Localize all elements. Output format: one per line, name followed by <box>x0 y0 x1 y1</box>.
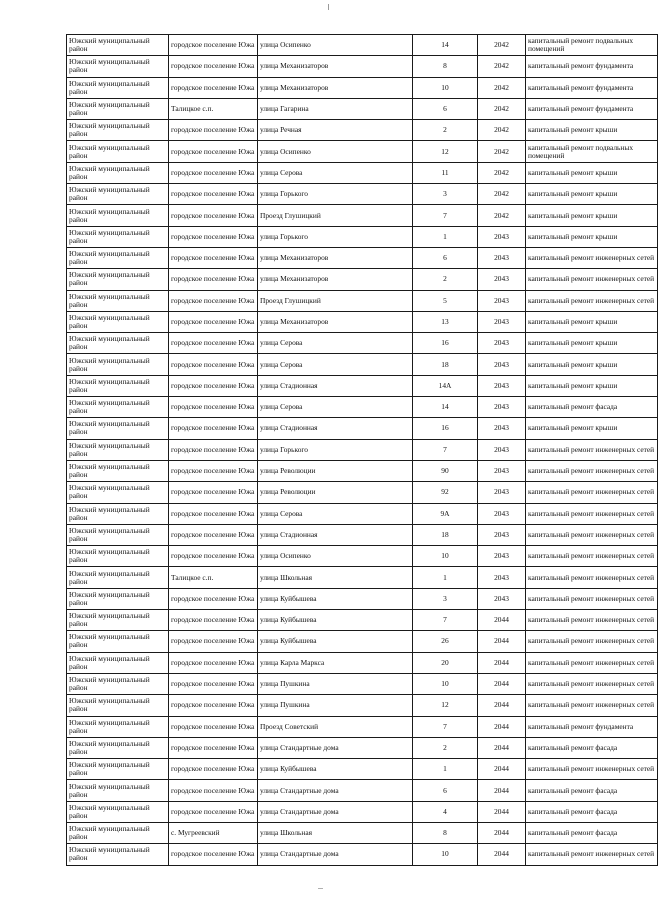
street-cell: Проезд Глушицкий <box>258 205 413 226</box>
work-type-cell: капитальный ремонт крыши <box>526 162 658 183</box>
year-cell: 2043 <box>478 375 526 396</box>
year-cell: 2042 <box>478 184 526 205</box>
scan-mark <box>318 888 323 889</box>
work-type-cell: капитальный ремонт фасада <box>526 822 658 843</box>
street-cell: улица Стандартные дома <box>258 780 413 801</box>
municipality-cell: Южский муниципальный район <box>67 375 169 396</box>
street-cell: улица Серова <box>258 397 413 418</box>
settlement-cell: городское поселение Южа <box>169 631 258 652</box>
settlement-cell: городское поселение Южа <box>169 482 258 503</box>
settlement-cell: городское поселение Южа <box>169 397 258 418</box>
street-cell: Проезд Глушицкий <box>258 290 413 311</box>
table-row <box>67 759 658 780</box>
table-row <box>67 631 658 652</box>
settlement-cell: городское поселение Южа <box>169 439 258 460</box>
street-cell: улица Стадионная <box>258 418 413 439</box>
municipality-cell: Южский муниципальный район <box>67 120 169 141</box>
work-type-cell: капитальный ремонт инженерных сетей <box>526 588 658 609</box>
street-cell: улица Механизаторов <box>258 56 413 77</box>
table-row <box>67 546 658 567</box>
settlement-cell: городское поселение Южа <box>169 716 258 737</box>
house-number-cell: 1 <box>413 226 478 247</box>
municipality-cell: Южский муниципальный район <box>67 567 169 588</box>
settlement-cell: городское поселение Южа <box>169 141 258 162</box>
table-row <box>67 375 658 396</box>
work-type-cell: капитальный ремонт инженерных сетей <box>526 610 658 631</box>
settlement-cell: городское поселение Южа <box>169 375 258 396</box>
municipality-cell: Южский муниципальный район <box>67 333 169 354</box>
municipality-cell: Южский муниципальный район <box>67 439 169 460</box>
house-number-cell: 6 <box>413 780 478 801</box>
table-row <box>67 844 658 865</box>
municipality-cell: Южский муниципальный район <box>67 822 169 843</box>
street-cell: улица Осипенко <box>258 141 413 162</box>
work-type-cell: капитальный ремонт подвальных помещений <box>526 35 658 56</box>
work-type-cell: капитальный ремонт подвальных помещений <box>526 141 658 162</box>
year-cell: 2044 <box>478 610 526 631</box>
house-number-cell: 10 <box>413 77 478 98</box>
street-cell: улица Горького <box>258 439 413 460</box>
table-row <box>67 482 658 503</box>
house-number-cell: 12 <box>413 141 478 162</box>
municipality-cell: Южский муниципальный район <box>67 844 169 865</box>
work-type-cell: капитальный ремонт инженерных сетей <box>526 439 658 460</box>
house-number-cell: 8 <box>413 56 478 77</box>
street-cell: улица Стадионная <box>258 524 413 545</box>
year-cell: 2044 <box>478 844 526 865</box>
year-cell: 2044 <box>478 673 526 694</box>
street-cell: улица Школьная <box>258 567 413 588</box>
table-row <box>67 780 658 801</box>
street-cell: улица Горького <box>258 226 413 247</box>
house-number-cell: 18 <box>413 354 478 375</box>
year-cell: 2043 <box>478 354 526 375</box>
year-cell: 2043 <box>478 567 526 588</box>
year-cell: 2044 <box>478 801 526 822</box>
work-type-cell: капитальный ремонт инженерных сетей <box>526 290 658 311</box>
settlement-cell: городское поселение Южа <box>169 290 258 311</box>
table-row <box>67 716 658 737</box>
settlement-cell: городское поселение Южа <box>169 162 258 183</box>
house-number-cell: 6 <box>413 247 478 268</box>
year-cell: 2043 <box>478 503 526 524</box>
house-number-cell: 2 <box>413 120 478 141</box>
work-type-cell: капитальный ремонт крыши <box>526 333 658 354</box>
year-cell: 2042 <box>478 56 526 77</box>
municipality-cell: Южский муниципальный район <box>67 184 169 205</box>
house-number-cell: 10 <box>413 546 478 567</box>
work-type-cell: капитальный ремонт инженерных сетей <box>526 652 658 673</box>
work-type-cell: капитальный ремонт инженерных сетей <box>526 503 658 524</box>
municipality-cell: Южский муниципальный район <box>67 610 169 631</box>
year-cell: 2044 <box>478 716 526 737</box>
house-number-cell: 4 <box>413 801 478 822</box>
table-body <box>67 35 658 866</box>
work-type-cell: капитальный ремонт инженерных сетей <box>526 482 658 503</box>
street-cell: улица Механизаторов <box>258 269 413 290</box>
year-cell: 2043 <box>478 460 526 481</box>
house-number-cell: 8 <box>413 822 478 843</box>
year-cell: 2044 <box>478 631 526 652</box>
year-cell: 2043 <box>478 588 526 609</box>
settlement-cell: городское поселение Южа <box>169 247 258 268</box>
house-number-cell: 20 <box>413 652 478 673</box>
street-cell: улица Пушкина <box>258 695 413 716</box>
work-type-cell: капитальный ремонт крыши <box>526 375 658 396</box>
municipality-cell: Южский муниципальный район <box>67 759 169 780</box>
work-type-cell: капитальный ремонт инженерных сетей <box>526 567 658 588</box>
year-cell: 2042 <box>478 35 526 56</box>
work-type-cell: капитальный ремонт крыши <box>526 354 658 375</box>
table-row <box>67 801 658 822</box>
street-cell: улица Речная <box>258 120 413 141</box>
house-number-cell: 1 <box>413 759 478 780</box>
year-cell: 2044 <box>478 822 526 843</box>
street-cell: улица Куйбышева <box>258 631 413 652</box>
street-cell: улица Механизаторов <box>258 77 413 98</box>
street-cell: улица Стадионная <box>258 375 413 396</box>
table-row <box>67 77 658 98</box>
house-number-cell: 26 <box>413 631 478 652</box>
settlement-cell: городское поселение Южа <box>169 460 258 481</box>
work-type-cell: капитальный ремонт инженерных сетей <box>526 673 658 694</box>
settlement-cell: городское поселение Южа <box>169 801 258 822</box>
year-cell: 2043 <box>478 546 526 567</box>
municipality-cell: Южский муниципальный район <box>67 247 169 268</box>
municipality-cell: Южский муниципальный район <box>67 695 169 716</box>
work-type-cell: капитальный ремонт фундамента <box>526 77 658 98</box>
municipality-cell: Южский муниципальный район <box>67 460 169 481</box>
house-number-cell: 7 <box>413 610 478 631</box>
settlement-cell: городское поселение Южа <box>169 269 258 290</box>
work-type-cell: капитальный ремонт фасада <box>526 801 658 822</box>
table-row <box>67 524 658 545</box>
year-cell: 2044 <box>478 652 526 673</box>
year-cell: 2043 <box>478 524 526 545</box>
house-number-cell: 10 <box>413 673 478 694</box>
street-cell: улица Механизаторов <box>258 311 413 332</box>
street-cell: улица Горького <box>258 184 413 205</box>
settlement-cell: Талицкое с.п. <box>169 98 258 119</box>
street-cell: улица Стандартные дома <box>258 737 413 758</box>
settlement-cell: городское поселение Южа <box>169 780 258 801</box>
municipality-cell: Южский муниципальный район <box>67 482 169 503</box>
street-cell: улица Серова <box>258 162 413 183</box>
work-type-cell: капитальный ремонт инженерных сетей <box>526 524 658 545</box>
house-number-cell: 12 <box>413 695 478 716</box>
scan-mark <box>328 4 329 10</box>
work-type-cell: капитальный ремонт фасада <box>526 397 658 418</box>
year-cell: 2044 <box>478 759 526 780</box>
settlement-cell: городское поселение Южа <box>169 205 258 226</box>
settlement-cell: с. Мугреевский <box>169 822 258 843</box>
work-type-cell: капитальный ремонт крыши <box>526 184 658 205</box>
work-type-cell: капитальный ремонт крыши <box>526 311 658 332</box>
municipality-cell: Южский муниципальный район <box>67 354 169 375</box>
repair-schedule-table <box>66 34 658 866</box>
settlement-cell: городское поселение Южа <box>169 354 258 375</box>
municipality-cell: Южский муниципальный район <box>67 56 169 77</box>
settlement-cell: городское поселение Южа <box>169 35 258 56</box>
municipality-cell: Южский муниципальный район <box>67 503 169 524</box>
street-cell: улица Осипенко <box>258 546 413 567</box>
house-number-cell: 6 <box>413 98 478 119</box>
street-cell: улица Стандартные дома <box>258 801 413 822</box>
year-cell: 2042 <box>478 205 526 226</box>
house-number-cell: 14 <box>413 397 478 418</box>
settlement-cell: городское поселение Южа <box>169 610 258 631</box>
house-number-cell: 2 <box>413 269 478 290</box>
table-row <box>67 269 658 290</box>
table-row <box>67 822 658 843</box>
street-cell: улица Стандартные дома <box>258 844 413 865</box>
table-row <box>67 418 658 439</box>
year-cell: 2043 <box>478 439 526 460</box>
work-type-cell: капитальный ремонт крыши <box>526 226 658 247</box>
municipality-cell: Южский муниципальный район <box>67 524 169 545</box>
street-cell: улица Революции <box>258 460 413 481</box>
municipality-cell: Южский муниципальный район <box>67 801 169 822</box>
work-type-cell: капитальный ремонт инженерных сетей <box>526 844 658 865</box>
settlement-cell: городское поселение Южа <box>169 418 258 439</box>
year-cell: 2043 <box>478 333 526 354</box>
table-row <box>67 673 658 694</box>
municipality-cell: Южский муниципальный район <box>67 780 169 801</box>
settlement-cell: городское поселение Южа <box>169 652 258 673</box>
table-row <box>67 652 658 673</box>
municipality-cell: Южский муниципальный район <box>67 631 169 652</box>
settlement-cell: городское поселение Южа <box>169 844 258 865</box>
street-cell: улица Механизаторов <box>258 247 413 268</box>
table-row <box>67 333 658 354</box>
year-cell: 2042 <box>478 120 526 141</box>
year-cell: 2044 <box>478 737 526 758</box>
table-row <box>67 247 658 268</box>
house-number-cell: 16 <box>413 418 478 439</box>
year-cell: 2043 <box>478 397 526 418</box>
work-type-cell: капитальный ремонт фундамента <box>526 98 658 119</box>
work-type-cell: капитальный ремонт фасада <box>526 780 658 801</box>
street-cell: улица Серова <box>258 503 413 524</box>
year-cell: 2043 <box>478 482 526 503</box>
house-number-cell: 11 <box>413 162 478 183</box>
municipality-cell: Южский муниципальный район <box>67 311 169 332</box>
table-row <box>67 354 658 375</box>
municipality-cell: Южский муниципальный район <box>67 673 169 694</box>
street-cell: улица Пушкина <box>258 673 413 694</box>
municipality-cell: Южский муниципальный район <box>67 141 169 162</box>
settlement-cell: городское поселение Южа <box>169 737 258 758</box>
year-cell: 2042 <box>478 98 526 119</box>
municipality-cell: Южский муниципальный район <box>67 205 169 226</box>
table-row <box>67 503 658 524</box>
table-row <box>67 162 658 183</box>
settlement-cell: городское поселение Южа <box>169 56 258 77</box>
house-number-cell: 7 <box>413 439 478 460</box>
street-cell: улица Революции <box>258 482 413 503</box>
table-row <box>67 290 658 311</box>
street-cell: улица Куйбышева <box>258 759 413 780</box>
settlement-cell: городское поселение Южа <box>169 588 258 609</box>
work-type-cell: капитальный ремонт инженерных сетей <box>526 460 658 481</box>
settlement-cell: городское поселение Южа <box>169 311 258 332</box>
municipality-cell: Южский муниципальный район <box>67 546 169 567</box>
house-number-cell: 13 <box>413 311 478 332</box>
work-type-cell: капитальный ремонт крыши <box>526 120 658 141</box>
work-type-cell: капитальный ремонт инженерных сетей <box>526 247 658 268</box>
house-number-cell: 18 <box>413 524 478 545</box>
year-cell: 2043 <box>478 418 526 439</box>
municipality-cell: Южский муниципальный район <box>67 588 169 609</box>
municipality-cell: Южский муниципальный район <box>67 716 169 737</box>
table-row <box>67 588 658 609</box>
settlement-cell: городское поселение Южа <box>169 226 258 247</box>
house-number-cell: 5 <box>413 290 478 311</box>
house-number-cell: 9А <box>413 503 478 524</box>
year-cell: 2042 <box>478 77 526 98</box>
house-number-cell: 3 <box>413 184 478 205</box>
table-row <box>67 439 658 460</box>
year-cell: 2044 <box>478 780 526 801</box>
street-cell: улица Карла Маркса <box>258 652 413 673</box>
table-row <box>67 56 658 77</box>
table-row <box>67 120 658 141</box>
year-cell: 2043 <box>478 269 526 290</box>
settlement-cell: городское поселение Южа <box>169 333 258 354</box>
table-row <box>67 35 658 56</box>
municipality-cell: Южский муниципальный район <box>67 226 169 247</box>
municipality-cell: Южский муниципальный район <box>67 418 169 439</box>
house-number-cell: 90 <box>413 460 478 481</box>
table-row <box>67 567 658 588</box>
table-row <box>67 205 658 226</box>
work-type-cell: капитальный ремонт инженерных сетей <box>526 631 658 652</box>
settlement-cell: городское поселение Южа <box>169 524 258 545</box>
settlement-cell: городское поселение Южа <box>169 695 258 716</box>
house-number-cell: 14 <box>413 35 478 56</box>
municipality-cell: Южский муниципальный район <box>67 162 169 183</box>
work-type-cell: капитальный ремонт фасада <box>526 737 658 758</box>
settlement-cell: Талицкое с.п. <box>169 567 258 588</box>
work-type-cell: капитальный ремонт инженерных сетей <box>526 759 658 780</box>
table-row <box>67 184 658 205</box>
year-cell: 2043 <box>478 311 526 332</box>
work-type-cell: капитальный ремонт фундамента <box>526 716 658 737</box>
street-cell: улица Гагарина <box>258 98 413 119</box>
municipality-cell: Южский муниципальный район <box>67 290 169 311</box>
street-cell: Проезд Советский <box>258 716 413 737</box>
work-type-cell: капитальный ремонт инженерных сетей <box>526 546 658 567</box>
year-cell: 2043 <box>478 247 526 268</box>
house-number-cell: 92 <box>413 482 478 503</box>
municipality-cell: Южский муниципальный район <box>67 77 169 98</box>
year-cell: 2044 <box>478 695 526 716</box>
house-number-cell: 7 <box>413 205 478 226</box>
house-number-cell: 16 <box>413 333 478 354</box>
settlement-cell: городское поселение Южа <box>169 184 258 205</box>
year-cell: 2042 <box>478 141 526 162</box>
house-number-cell: 1 <box>413 567 478 588</box>
street-cell: улица Осипенко <box>258 35 413 56</box>
house-number-cell: 10 <box>413 844 478 865</box>
table-row <box>67 460 658 481</box>
municipality-cell: Южский муниципальный район <box>67 269 169 290</box>
municipality-cell: Южский муниципальный район <box>67 737 169 758</box>
house-number-cell: 14А <box>413 375 478 396</box>
house-number-cell: 3 <box>413 588 478 609</box>
street-cell: улица Куйбышева <box>258 610 413 631</box>
municipality-cell: Южский муниципальный район <box>67 98 169 119</box>
municipality-cell: Южский муниципальный район <box>67 35 169 56</box>
year-cell: 2043 <box>478 290 526 311</box>
settlement-cell: городское поселение Южа <box>169 77 258 98</box>
municipality-cell: Южский муниципальный район <box>67 397 169 418</box>
year-cell: 2042 <box>478 162 526 183</box>
house-number-cell: 7 <box>413 716 478 737</box>
table-row <box>67 737 658 758</box>
street-cell: улица Куйбышева <box>258 588 413 609</box>
settlement-cell: городское поселение Южа <box>169 673 258 694</box>
settlement-cell: городское поселение Южа <box>169 759 258 780</box>
street-cell: улица Школьная <box>258 822 413 843</box>
table-row <box>67 397 658 418</box>
work-type-cell: капитальный ремонт крыши <box>526 205 658 226</box>
table-row <box>67 695 658 716</box>
settlement-cell: городское поселение Южа <box>169 120 258 141</box>
work-type-cell: капитальный ремонт инженерных сетей <box>526 695 658 716</box>
work-type-cell: капитальный ремонт крыши <box>526 418 658 439</box>
settlement-cell: городское поселение Южа <box>169 503 258 524</box>
street-cell: улица Серова <box>258 333 413 354</box>
table-row <box>67 98 658 119</box>
municipality-cell: Южский муниципальный район <box>67 652 169 673</box>
settlement-cell: городское поселение Южа <box>169 546 258 567</box>
table-row <box>67 311 658 332</box>
table-row <box>67 610 658 631</box>
table-row <box>67 226 658 247</box>
street-cell: улица Серова <box>258 354 413 375</box>
table-row <box>67 141 658 162</box>
work-type-cell: капитальный ремонт инженерных сетей <box>526 269 658 290</box>
work-type-cell: капитальный ремонт фундамента <box>526 56 658 77</box>
year-cell: 2043 <box>478 226 526 247</box>
house-number-cell: 2 <box>413 737 478 758</box>
